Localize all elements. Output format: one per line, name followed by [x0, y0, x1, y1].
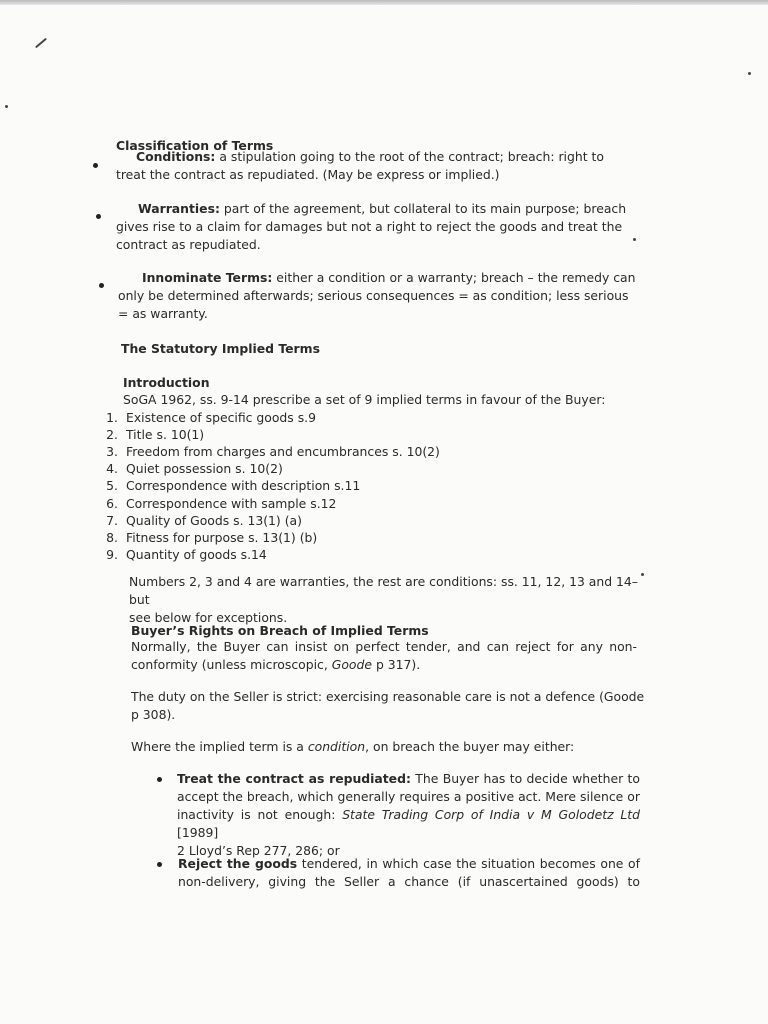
- conditions-paragraph: [116, 148, 636, 184]
- text-segment: condition: [307, 739, 366, 754]
- text-line: accept the breach, which generally requires a positive act. Mere silence or: [177, 789, 640, 804]
- scan-speck: [748, 72, 751, 75]
- section-title: Classification of Terms: [116, 138, 274, 153]
- text-line: only be determined afterwards; serious consequences = as condition; less serious: [118, 288, 629, 303]
- innominate-paragraph: [118, 269, 638, 323]
- scan-mark: [35, 38, 47, 49]
- text-line: non-delivery, giving the Seller a chance (if unascertained goods) to: [178, 874, 640, 889]
- text-segment: p 317).: [372, 657, 421, 672]
- term-label: Warranties:: [138, 201, 220, 216]
- bullet-icon: [157, 777, 162, 782]
- text-segment: inactivity is not enough:: [177, 807, 343, 822]
- list-item: Correspondence with sample s.12: [126, 496, 337, 511]
- intro-text: SoGA 1962, ss. 9-14 prescribe a set of 9 implied terms in favour of the Buyer:: [123, 392, 606, 407]
- scan-edge: [0, 0, 768, 5]
- where-paragraph: [131, 738, 574, 756]
- bullet-icon: [99, 283, 104, 288]
- list-item-number: 7.: [106, 513, 118, 528]
- list-item-number: 3.: [106, 444, 118, 459]
- reject-paragraph: [178, 855, 640, 891]
- text-line: = as warranty.: [118, 306, 208, 321]
- text-segment: tendered, in which case the situation becomes one of: [301, 856, 640, 871]
- text-line: contract as repudiated.: [116, 237, 261, 252]
- list-item: Correspondence with description s.11: [126, 478, 361, 493]
- scan-speck: [5, 105, 8, 108]
- term-label: Treat the contract as repudiated:: [177, 771, 411, 786]
- case-name: State Trading Corp of India v M Golodetz Ltd: [342, 807, 640, 822]
- list-item: Title s. 10(1): [126, 427, 205, 442]
- list-item-number: 6.: [106, 496, 118, 511]
- duty-paragraph: [131, 688, 651, 724]
- normally-paragraph: [131, 638, 637, 674]
- text-line: gives rise to a claim for damages but not a right to reject the goods and treat the: [116, 219, 623, 234]
- list-item-number: 8.: [106, 530, 118, 545]
- text-line: part of the agreement, but collateral to its main purpose; breach: [223, 201, 627, 216]
- text-line: 2 Lloyd’s Rep 277, 286; or: [177, 843, 340, 858]
- term-label: Conditions:: [136, 149, 216, 164]
- list-item-number: 9.: [106, 547, 118, 562]
- bullet-icon: [93, 163, 98, 168]
- section-title: The Statutory Implied Terms: [121, 341, 320, 356]
- numbers-note: [129, 573, 649, 627]
- text-segment: Goode: [331, 657, 373, 672]
- term-label: Reject the goods: [178, 856, 298, 871]
- list-item-number: 4.: [106, 461, 118, 476]
- text-line: Numbers 2, 3 and 4 are warranties, the rest are conditions: ss. 11, 12, 13 and 14– but: [129, 574, 638, 607]
- text-line: p 308).: [131, 707, 176, 722]
- text-segment: Where the implied term is a: [131, 739, 308, 754]
- list-item: Fitness for purpose s. 13(1) (b): [126, 530, 318, 545]
- term-label: Innominate Terms:: [142, 270, 273, 285]
- list-item: Existence of specific goods s.9: [126, 410, 316, 425]
- text-line: either a condition or a warranty; breach – the remedy can: [276, 270, 636, 285]
- list-item-number: 1.: [106, 410, 118, 425]
- text-segment: , on breach the buyer may either:: [365, 739, 575, 754]
- text-line: The duty on the Seller is strict: exercising reasonable care is not a defence (Goode: [131, 689, 645, 704]
- bullet-icon: [96, 214, 101, 219]
- text-line: Normally, the Buyer can insist on perfect tender, and can reject for any non-: [131, 639, 637, 654]
- list-item: Quality of Goods s. 13(1) (a): [126, 513, 302, 528]
- section-title: Buyer’s Rights on Breach of Implied Terms: [131, 623, 429, 638]
- list-item: Freedom from charges and encumbrances s. 10(2): [126, 444, 440, 459]
- text-line: treat the contract as repudiated. (May be express or implied.): [116, 167, 500, 182]
- list-item: Quiet possession s. 10(2): [126, 461, 283, 476]
- treat-paragraph: [177, 770, 640, 860]
- bullet-icon: [157, 862, 162, 867]
- text-segment: conformity (unless microscopic,: [131, 657, 332, 672]
- text-segment: The Buyer has to decide whether to: [415, 771, 640, 786]
- text-segment: [1989]: [177, 825, 219, 840]
- list-item-number: 2.: [106, 427, 118, 442]
- list-item: Quantity of goods s.14: [126, 547, 267, 562]
- list-item-number: 5.: [106, 478, 118, 493]
- text-line: a stipulation going to the root of the contract; breach: right to: [219, 149, 604, 164]
- text-line: see below for exceptions.: [129, 610, 288, 625]
- warranties-paragraph: [116, 200, 636, 254]
- subsection-title: Introduction: [123, 375, 210, 390]
